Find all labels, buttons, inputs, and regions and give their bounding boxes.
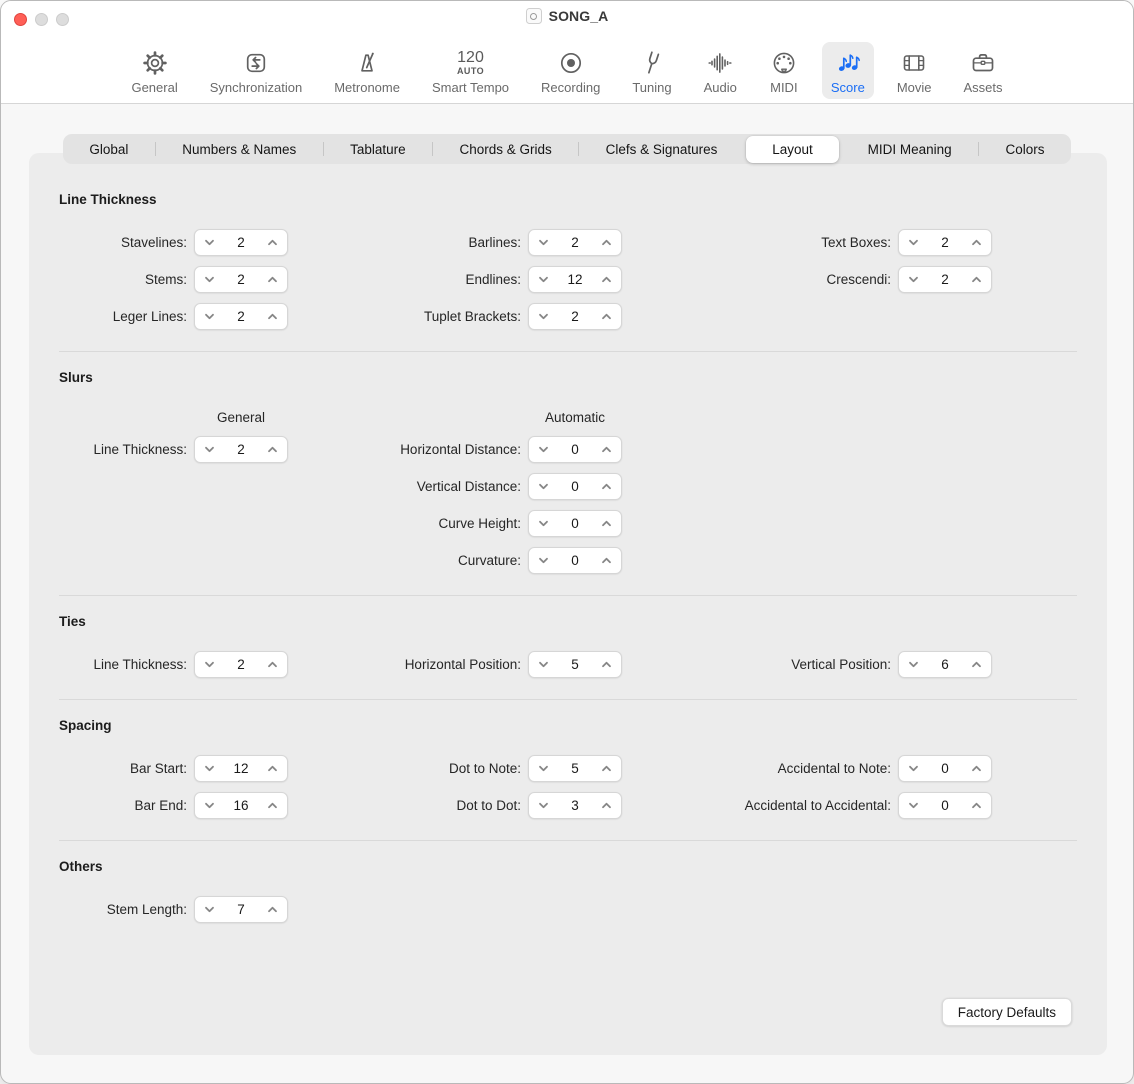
stepper-increment-icon[interactable] — [266, 312, 279, 321]
settings-row — [59, 792, 1077, 819]
section-title-others: Others — [59, 859, 103, 874]
stepper-dot-to-dot[interactable] — [528, 792, 622, 819]
tab-clefs-signatures[interactable]: Clefs & Signatures — [605, 141, 718, 157]
stepper-leger-lines[interactable] — [194, 303, 288, 330]
title-bar — [1, 1, 1133, 31]
field-label-horizontal-position: Horizontal Position: — [404, 657, 521, 672]
stepper-decrement-icon[interactable] — [203, 445, 216, 454]
stepper-bar-end[interactable] — [194, 792, 288, 819]
sync-icon — [241, 45, 271, 81]
smart-tempo-icon — [457, 50, 484, 76]
stepper-value: 0 — [571, 516, 579, 531]
section-title-slurs: Slurs — [59, 370, 93, 385]
stepper-value: 2 — [237, 235, 245, 250]
stepper-decrement-icon[interactable] — [907, 238, 920, 247]
stepper-value: 5 — [571, 657, 579, 672]
briefcase-icon — [968, 45, 998, 81]
film-icon — [899, 45, 929, 81]
toolbar-item-tuning[interactable] — [623, 42, 680, 99]
field-label-accidental-to-accidental: Accidental to Accidental: — [744, 798, 891, 813]
toolbar-item-general[interactable] — [122, 42, 186, 99]
stepper-horizontal-distance[interactable] — [528, 436, 622, 463]
stepper-text-boxes[interactable] — [898, 229, 992, 256]
stepper-crescendi[interactable] — [898, 266, 992, 293]
stepper-dot-to-note[interactable] — [528, 755, 622, 782]
settings-row — [59, 473, 1077, 500]
stepper-increment-icon[interactable] — [970, 801, 983, 810]
stepper-value: 16 — [233, 798, 249, 813]
stepper-vertical-position[interactable] — [898, 651, 992, 678]
stepper-decrement-icon[interactable] — [907, 801, 920, 810]
stepper-increment-icon[interactable] — [600, 801, 613, 810]
toolbar-item-label: Score — [830, 80, 865, 95]
midi-icon — [769, 45, 799, 81]
tab-global[interactable]: Global — [89, 141, 129, 157]
stepper-decrement-icon[interactable] — [203, 801, 216, 810]
field-label-stems: Stems: — [144, 272, 187, 287]
tab-chords-grids[interactable]: Chords & Grids — [459, 141, 552, 157]
stepper-value: 0 — [941, 798, 949, 813]
settings-row — [59, 651, 1077, 678]
stepper-curve-height[interactable] — [528, 510, 622, 537]
stepper-endlines[interactable] — [528, 266, 622, 293]
field-label-bar-end: Bar End: — [134, 798, 187, 813]
gear-icon — [140, 45, 170, 81]
window-title: SONG_A — [548, 8, 609, 24]
toolbar-item-label: Metronome — [334, 80, 400, 95]
waveform-icon — [705, 45, 735, 81]
section-divider — [59, 699, 1077, 700]
field-label-accidental-to-note: Accidental to Note: — [777, 761, 891, 776]
smart-tempo-bpm: 120 — [457, 49, 484, 66]
tab-tablature[interactable]: Tablature — [350, 141, 406, 157]
section-title-line-thickness: Line Thickness — [59, 192, 157, 207]
stepper-decrement-icon[interactable] — [907, 275, 920, 284]
stepper-increment-icon[interactable] — [600, 660, 613, 669]
field-label-tuplet-brackets: Tuplet Brackets: — [423, 309, 521, 324]
toolbar-item-label: Audio — [703, 80, 737, 95]
field-label-dot-to-note: Dot to Note: — [448, 761, 521, 776]
stepper-value: 2 — [941, 235, 949, 250]
stepper-increment-icon[interactable] — [970, 238, 983, 247]
stepper-curvature[interactable] — [528, 547, 622, 574]
stepper-line-thickness[interactable] — [194, 651, 288, 678]
stepper-increment-icon[interactable] — [600, 275, 613, 284]
stepper-increment-icon[interactable] — [600, 238, 613, 247]
stepper-value: 12 — [233, 761, 249, 776]
smart-tempo-icon — [457, 45, 484, 81]
stepper-increment-icon[interactable] — [266, 801, 279, 810]
stepper-increment-icon[interactable] — [600, 482, 613, 491]
stepper-increment-icon[interactable] — [600, 519, 613, 528]
tab-layout[interactable]: Layout — [746, 136, 839, 163]
stepper-value: 6 — [941, 657, 949, 672]
stepper-decrement-icon[interactable] — [203, 238, 216, 247]
toolbar-item-label: General — [131, 80, 178, 95]
field-label-text-boxes: Text Boxes: — [821, 235, 891, 250]
stepper-value: 3 — [571, 798, 579, 813]
stepper-decrement-icon[interactable] — [203, 764, 216, 773]
field-label-line-thickness: Line Thickness: — [93, 657, 187, 672]
stepper-value: 7 — [237, 902, 245, 917]
stepper-value: 0 — [571, 442, 579, 457]
toolbar-item-recording[interactable] — [532, 42, 609, 99]
stepper-value: 0 — [571, 479, 579, 494]
toolbar-item-label: Recording — [541, 80, 601, 95]
music-notes-icon — [833, 45, 863, 81]
toolbar-item-midi[interactable] — [760, 42, 808, 99]
column-header: General — [216, 410, 266, 425]
settings-row — [59, 303, 1077, 330]
tab-colors[interactable]: Colors — [1005, 141, 1045, 157]
stepper-accidental-to-note[interactable] — [898, 755, 992, 782]
section-divider — [59, 840, 1077, 841]
stepper-decrement-icon[interactable] — [537, 238, 550, 247]
stepper-increment-icon[interactable] — [970, 764, 983, 773]
section-title-spacing: Spacing — [59, 718, 112, 733]
stepper-stavelines[interactable] — [194, 229, 288, 256]
field-label-vertical-position: Vertical Position: — [791, 657, 891, 672]
stepper-vertical-distance[interactable] — [528, 473, 622, 500]
toolbar-item-label: Synchronization — [209, 80, 303, 95]
stepper-increment-icon[interactable] — [600, 445, 613, 454]
settings-row — [59, 547, 1077, 574]
stepper-increment-icon[interactable] — [266, 660, 279, 669]
stepper-value: 2 — [571, 235, 579, 250]
section-divider — [59, 595, 1077, 596]
stepper-increment-icon[interactable] — [266, 764, 279, 773]
settings-row — [59, 510, 1077, 537]
stepper-decrement-icon[interactable] — [537, 801, 550, 810]
settings-row — [59, 755, 1077, 782]
toolbar-item-audio[interactable] — [695, 42, 746, 99]
stepper-decrement-icon[interactable] — [203, 905, 216, 914]
field-label-barlines: Barlines: — [468, 235, 521, 250]
toolbar-item-metronome[interactable] — [325, 42, 409, 99]
stepper-increment-icon[interactable] — [970, 275, 983, 284]
stepper-value: 0 — [571, 553, 579, 568]
stepper-value: 2 — [237, 442, 245, 457]
tuning-fork-icon — [637, 45, 667, 81]
field-label-stavelines: Stavelines: — [120, 235, 187, 250]
stepper-horizontal-position[interactable] — [528, 651, 622, 678]
toolbar-item-label: Movie — [896, 80, 932, 95]
stepper-value: 2 — [941, 272, 949, 287]
stepper-decrement-icon[interactable] — [537, 519, 550, 528]
column-headers-row — [59, 409, 1077, 426]
stepper-value: 12 — [567, 272, 583, 287]
tab-numbers-names[interactable]: Numbers & Names — [182, 141, 297, 157]
settings-row — [59, 266, 1077, 293]
stepper-stem-length[interactable] — [194, 896, 288, 923]
field-label-vertical-distance: Vertical Distance: — [416, 479, 521, 494]
stepper-increment-icon[interactable] — [266, 905, 279, 914]
stepper-value: 5 — [571, 761, 579, 776]
stepper-increment-icon[interactable] — [600, 312, 613, 321]
toolbar-item-label: Assets — [963, 80, 1003, 95]
toolbar-item-score[interactable] — [822, 42, 874, 99]
toolbar — [1, 29, 1133, 104]
field-label-curve-height: Curve Height: — [438, 516, 521, 531]
settings-panel — [29, 153, 1107, 1055]
stepper-stems[interactable] — [194, 266, 288, 293]
toolbar-item-assets[interactable] — [955, 42, 1012, 99]
stepper-increment-icon[interactable] — [600, 556, 613, 565]
stepper-decrement-icon[interactable] — [203, 660, 216, 669]
stepper-line-thickness[interactable] — [194, 436, 288, 463]
field-label-bar-start: Bar Start: — [129, 761, 187, 776]
stepper-value: 0 — [941, 761, 949, 776]
toolbar-item-label: MIDI — [770, 80, 798, 95]
stepper-decrement-icon[interactable] — [203, 275, 216, 284]
stepper-value: 2 — [237, 309, 245, 324]
field-label-horizontal-distance: Horizontal Distance: — [400, 442, 521, 457]
stepper-value: 2 — [237, 657, 245, 672]
metronome-icon — [352, 45, 382, 81]
smart-tempo-mode: AUTO — [457, 66, 484, 76]
section-divider — [59, 351, 1077, 352]
field-label-line-thickness: Line Thickness: — [93, 442, 187, 457]
factory-defaults-button[interactable]: Factory Defaults — [942, 998, 1072, 1026]
stepper-barlines[interactable] — [528, 229, 622, 256]
toolbar-item-synchronization[interactable] — [201, 42, 312, 99]
stepper-value: 2 — [571, 309, 579, 324]
field-label-stem-length: Stem Length: — [106, 902, 187, 917]
record-icon — [556, 45, 586, 81]
stepper-decrement-icon[interactable] — [907, 660, 920, 669]
settings-row — [59, 896, 1077, 923]
field-label-dot-to-dot: Dot to Dot: — [456, 798, 521, 813]
stepper-decrement-icon[interactable] — [537, 445, 550, 454]
toolbar-item-smart-tempo[interactable] — [423, 42, 518, 99]
stepper-decrement-icon[interactable] — [203, 312, 216, 321]
field-label-leger-lines: Leger Lines: — [112, 309, 187, 324]
window-chrome — [1, 1, 1133, 104]
field-label-curvature: Curvature: — [457, 553, 521, 568]
toolbar-item-label: Smart Tempo — [431, 80, 510, 95]
tab-bar — [63, 134, 1071, 164]
document-proxy-icon — [526, 8, 542, 24]
stepper-increment-icon[interactable] — [266, 445, 279, 454]
field-label-endlines: Endlines: — [465, 272, 521, 287]
stepper-decrement-icon[interactable] — [537, 482, 550, 491]
field-label-crescendi: Crescendi: — [826, 272, 891, 287]
stepper-increment-icon[interactable] — [266, 238, 279, 247]
toolbar-item-movie[interactable] — [888, 42, 941, 99]
stepper-decrement-icon[interactable] — [537, 764, 550, 773]
settings-row — [59, 229, 1077, 256]
stepper-decrement-icon[interactable] — [537, 275, 550, 284]
tab-midi-meaning[interactable]: MIDI Meaning — [867, 141, 952, 157]
stepper-decrement-icon[interactable] — [537, 312, 550, 321]
settings-row — [59, 436, 1077, 463]
toolbar-item-label: Tuning — [632, 80, 672, 95]
stepper-increment-icon[interactable] — [600, 764, 613, 773]
stepper-bar-start[interactable] — [194, 755, 288, 782]
stepper-increment-icon[interactable] — [266, 275, 279, 284]
stepper-value: 2 — [237, 272, 245, 287]
stepper-increment-icon[interactable] — [970, 660, 983, 669]
stepper-decrement-icon[interactable] — [537, 556, 550, 565]
stepper-accidental-to-accidental[interactable] — [898, 792, 992, 819]
section-title-ties: Ties — [59, 614, 86, 629]
column-header: Automatic — [544, 410, 606, 425]
stepper-decrement-icon[interactable] — [537, 660, 550, 669]
stepper-tuplet-brackets[interactable] — [528, 303, 622, 330]
title-group — [1, 8, 1133, 24]
stepper-decrement-icon[interactable] — [907, 764, 920, 773]
